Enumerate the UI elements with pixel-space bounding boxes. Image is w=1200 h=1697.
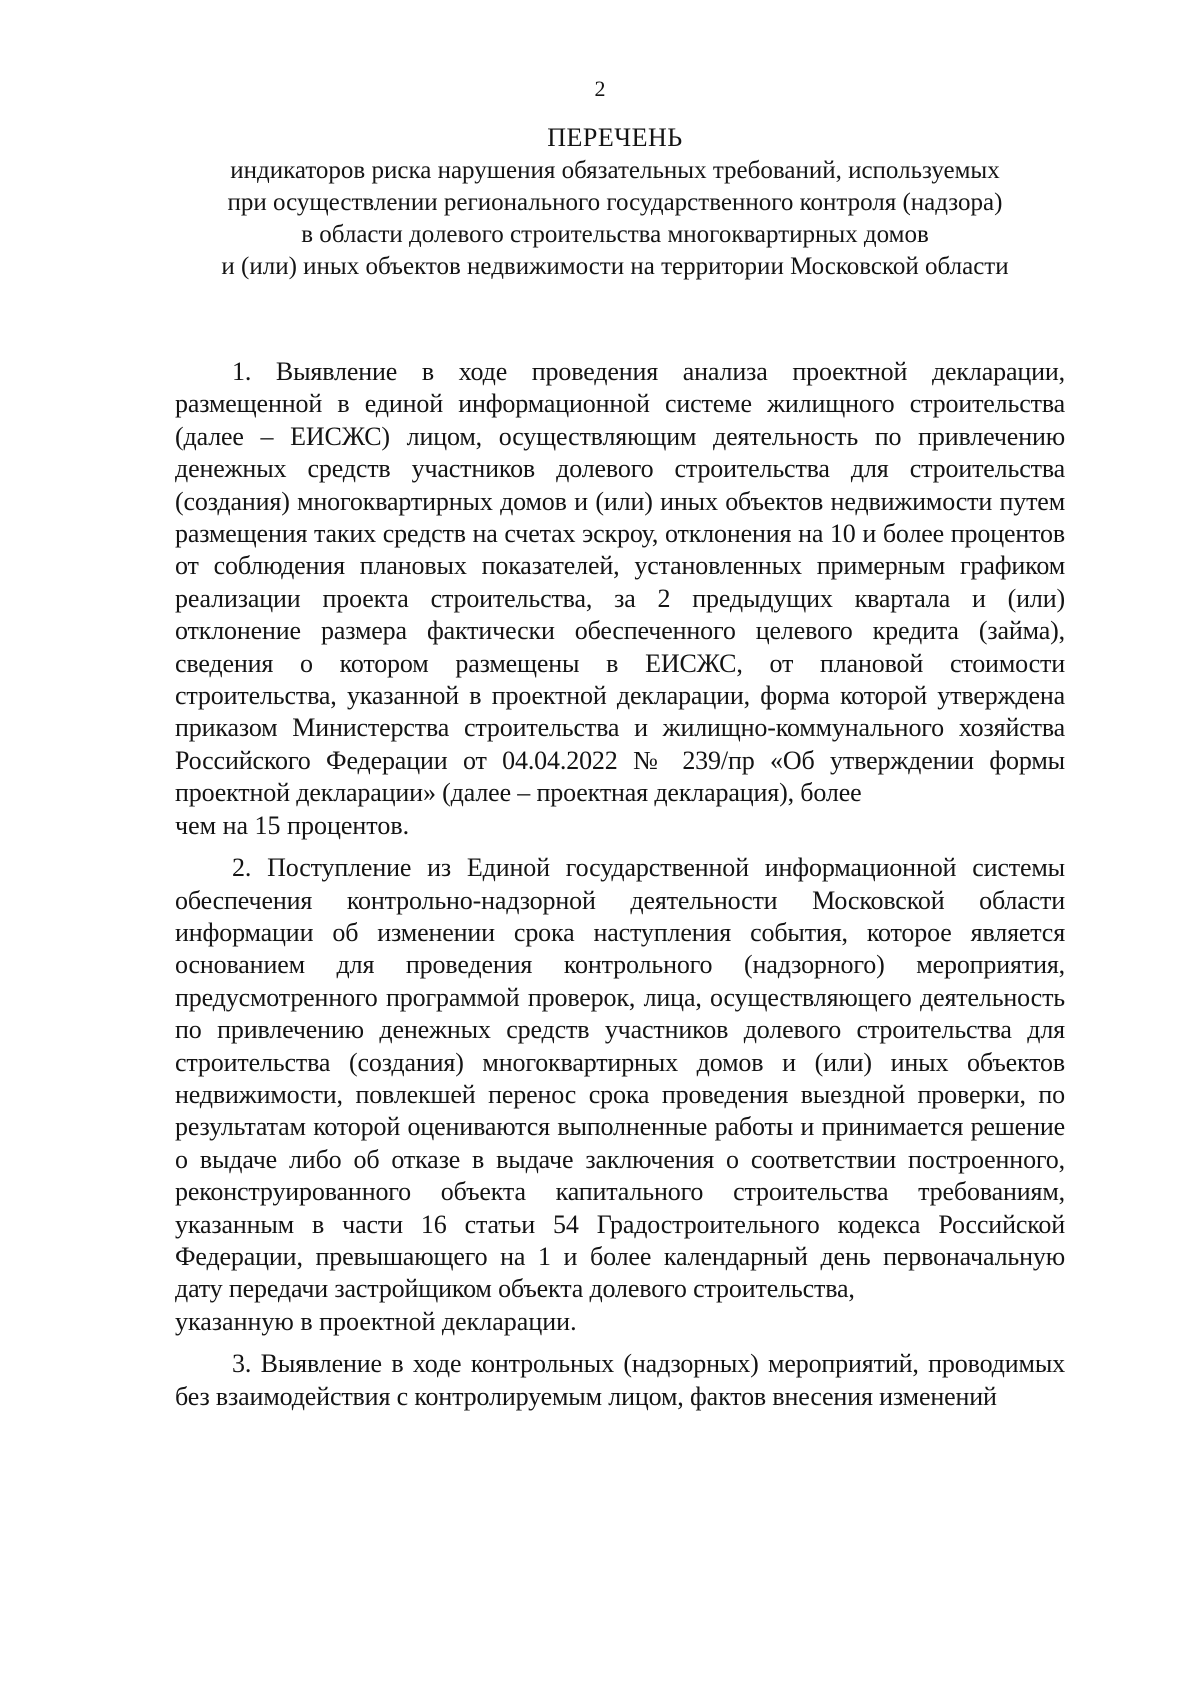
- item-2-text: 2. Поступление из Единой государственной информационной системы обеспечения контрольно-надзорной деятельности Московской области информации об изменении срока наступления события, которое является основанием для проведения контрольного (надзорного) мероприятия, предусмотренного программой проверок, лица, осуществляющего деятельность по привлечению денежных средств участников долевого строительства для строительства (создания) многоквартирных домов и (или) иных объектов недвижимости, повлекшей перенос срока проведения выездной проверки, по результатам которой оцениваются выполненные работы и принимается решение о выдаче либо об отказе в выдаче заключения о соответствии построенного, реконструированного объекта капитального строительства требованиям, указанным в части 16 статьи 54 Градостроительного кодекса Российской Федерации, превышающего на 1 и более календарный день первоначальную дату передачи застройщиком объекта долевого строительства,: [175, 853, 1065, 1304]
- item-3-text: 3. Выявление в ходе контрольных (надзорных) мероприятий, проводимых без взаимодействия с контролируемым лицом, фактов внесения изменений: [175, 1349, 1065, 1411]
- heading-title: ПЕРЕЧЕНЬ: [547, 123, 683, 152]
- heading-line-4: и (или) иных объектов недвижимости на территории Московской области: [221, 253, 1009, 280]
- item-1-tail: чем на 15 процентов.: [175, 810, 410, 840]
- document-heading: [160, 123, 1070, 283]
- heading-line-3: в области долевого строительства многоквартирных домов: [301, 221, 929, 248]
- item-1-text: 1. Выявление в ходе проведения анализа проектной декларации, размещенной в единой информационной системе жилищного строительства (далее – ЕИСЖС) лицом, осуществляющим деятельность по привлечению денежных средств участников долевого строительства для строительства (создания) многоквартирных домов и (или) иных объектов недвижимости путем размещения таких средств на счетах эскроу, отклонения на 10 и более процентов от соблюдения плановых показателей, установленных примерным графиком реализации проекта строительства, за 2 предыдущих квартала и (или) отклонение размера фактически обеспеченного целевого кредита (займа), сведения о котором размещены в ЕИСЖС, от плановой стоимости строительства, указанной в проектной декларации, форма которой утверждена приказом Министерства строительства и жилищно-коммунального хозяйства Российского Федерации от 04.04.2022 № 239/пр «Об утверждении формы проектной декларации» (далее – проектная декларация), более: [175, 357, 1065, 808]
- heading-line-2: при осуществлении регионального государственного контроля (надзора): [227, 189, 1003, 216]
- item-2-tail: указанную в проектной декларации.: [175, 1306, 577, 1336]
- document-body: [175, 356, 1065, 1423]
- heading-line-1: индикаторов риска нарушения обязательных требований, используемых: [230, 157, 1000, 184]
- page-number: 2: [594, 76, 606, 101]
